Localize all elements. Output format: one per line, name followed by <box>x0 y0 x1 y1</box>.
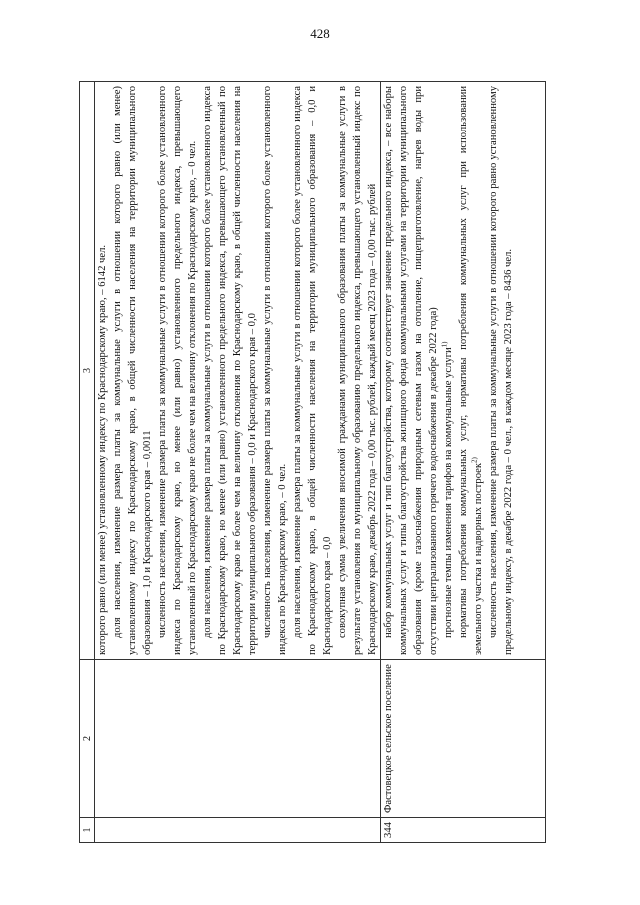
footnote-marker: 2) <box>470 457 479 463</box>
detail-text: нормативы потребления коммунальных услуг, нормативы потребления коммунальных услуг при использовании земельного участка и надворных построек <box>458 86 484 655</box>
cell-details-continued <box>95 82 381 660</box>
cell-number-empty <box>95 818 381 843</box>
detail-paragraph: совокупная сумма увеличения вносимой гражданами муниципального образования платы за коммунальные услуги в результате установления по муниципальному образованию предельного индекса, превышающего установленный индекс по Краснодарскому краю, декабрь 2022 года – 0,00 тыс. рублей, каждый месяц 2023 года – 0,00 тыс. рублей <box>337 86 378 655</box>
footnote-marker: 1) <box>440 341 449 348</box>
table-row-continued <box>95 82 381 843</box>
detail-paragraph <box>441 86 456 655</box>
detail-paragraph: набор коммунальных услуг и тип благоустройства, которому соответствует значение предельного индекса, – все наборы коммунальных услуг и типы благоустройства жилищного фонда коммунальными услугами на территории муниципального образования (кроме газоснабжения природным сетевым газом на отопление, пищеприготовление, нагрев воды при отсутствии централизованного горячего водоснабжения в декабре 2022 года) <box>383 86 439 655</box>
header-col-2: 2 <box>80 660 95 818</box>
detail-text: прогнозные темпы изменения тарифов на коммунальные услуги <box>443 347 454 639</box>
cell-details-344 <box>381 82 546 660</box>
detail-paragraph: доля населения, изменение размера платы за коммунальные услуги в отношении которого более установленного индекса по Краснодарскому краю, в общей численности населения на территории муниципального образования – 0,0 и Краснодарского края – 0,0 <box>292 86 333 655</box>
detail-paragraph: доля населения, изменение размера платы за коммунальные услуги в отношении которого равно (или менее) установленному индексу по Краснодарскому краю, в общей численности населения на территории муниципального образования – 1,0 и Краснодарского края – 0,0011 <box>112 86 153 655</box>
table-header-row <box>80 82 95 843</box>
settlement-name: Фастовецкое сельское поселение <box>381 660 546 818</box>
table-row-344 <box>381 82 546 843</box>
header-col-3: 3 <box>80 82 95 660</box>
page-number: 428 <box>310 26 330 41</box>
detail-paragraph <box>456 86 486 655</box>
detail-paragraph: которого равно (или менее) установленному индексу по Краснодарскому краю, – 6142 чел. <box>97 244 108 655</box>
detail-paragraph: доля населения, изменение размера платы за коммунальные услуги в отношении которого более установленного индекса по Краснодарскому краю, но менее (или равно) установленного предельного индекса, превышающего установленный по Краснодарскому краю не более чем на величину отклонения по Краснодарскому краю, в общей численности населения на территории муниципального образования – 0,0 и Краснодарского края – 0,0 <box>202 86 258 655</box>
rotated-table-container <box>79 81 546 843</box>
detail-paragraph: численность населения, изменение размера платы за коммунальные услуги в отношении которого более установленного индекса по Краснодарскому краю, но менее (или равно) установленного предельного индекса, превышающего установленный по Краснодарскому краю не более чем на величину отклонения по Краснодарскому краю, – 0 чел. <box>157 86 198 655</box>
detail-paragraph: численность населения, изменение размера платы за коммунальные услуги в отношении которого более установленного индекса по Краснодарскому краю, – 0 чел. <box>262 86 288 655</box>
data-table <box>79 81 546 843</box>
detail-paragraph: численность населения, изменение размера платы за коммунальные услуги в отношении которого равно установленному предельному индексу, в декабре 2022 года – 0 чел., в каждом месяце 2023 года – 8436 чел. <box>488 86 514 655</box>
cell-name-empty <box>95 660 381 818</box>
header-col-1: 1 <box>80 818 95 843</box>
row-number: 344 <box>381 818 546 843</box>
